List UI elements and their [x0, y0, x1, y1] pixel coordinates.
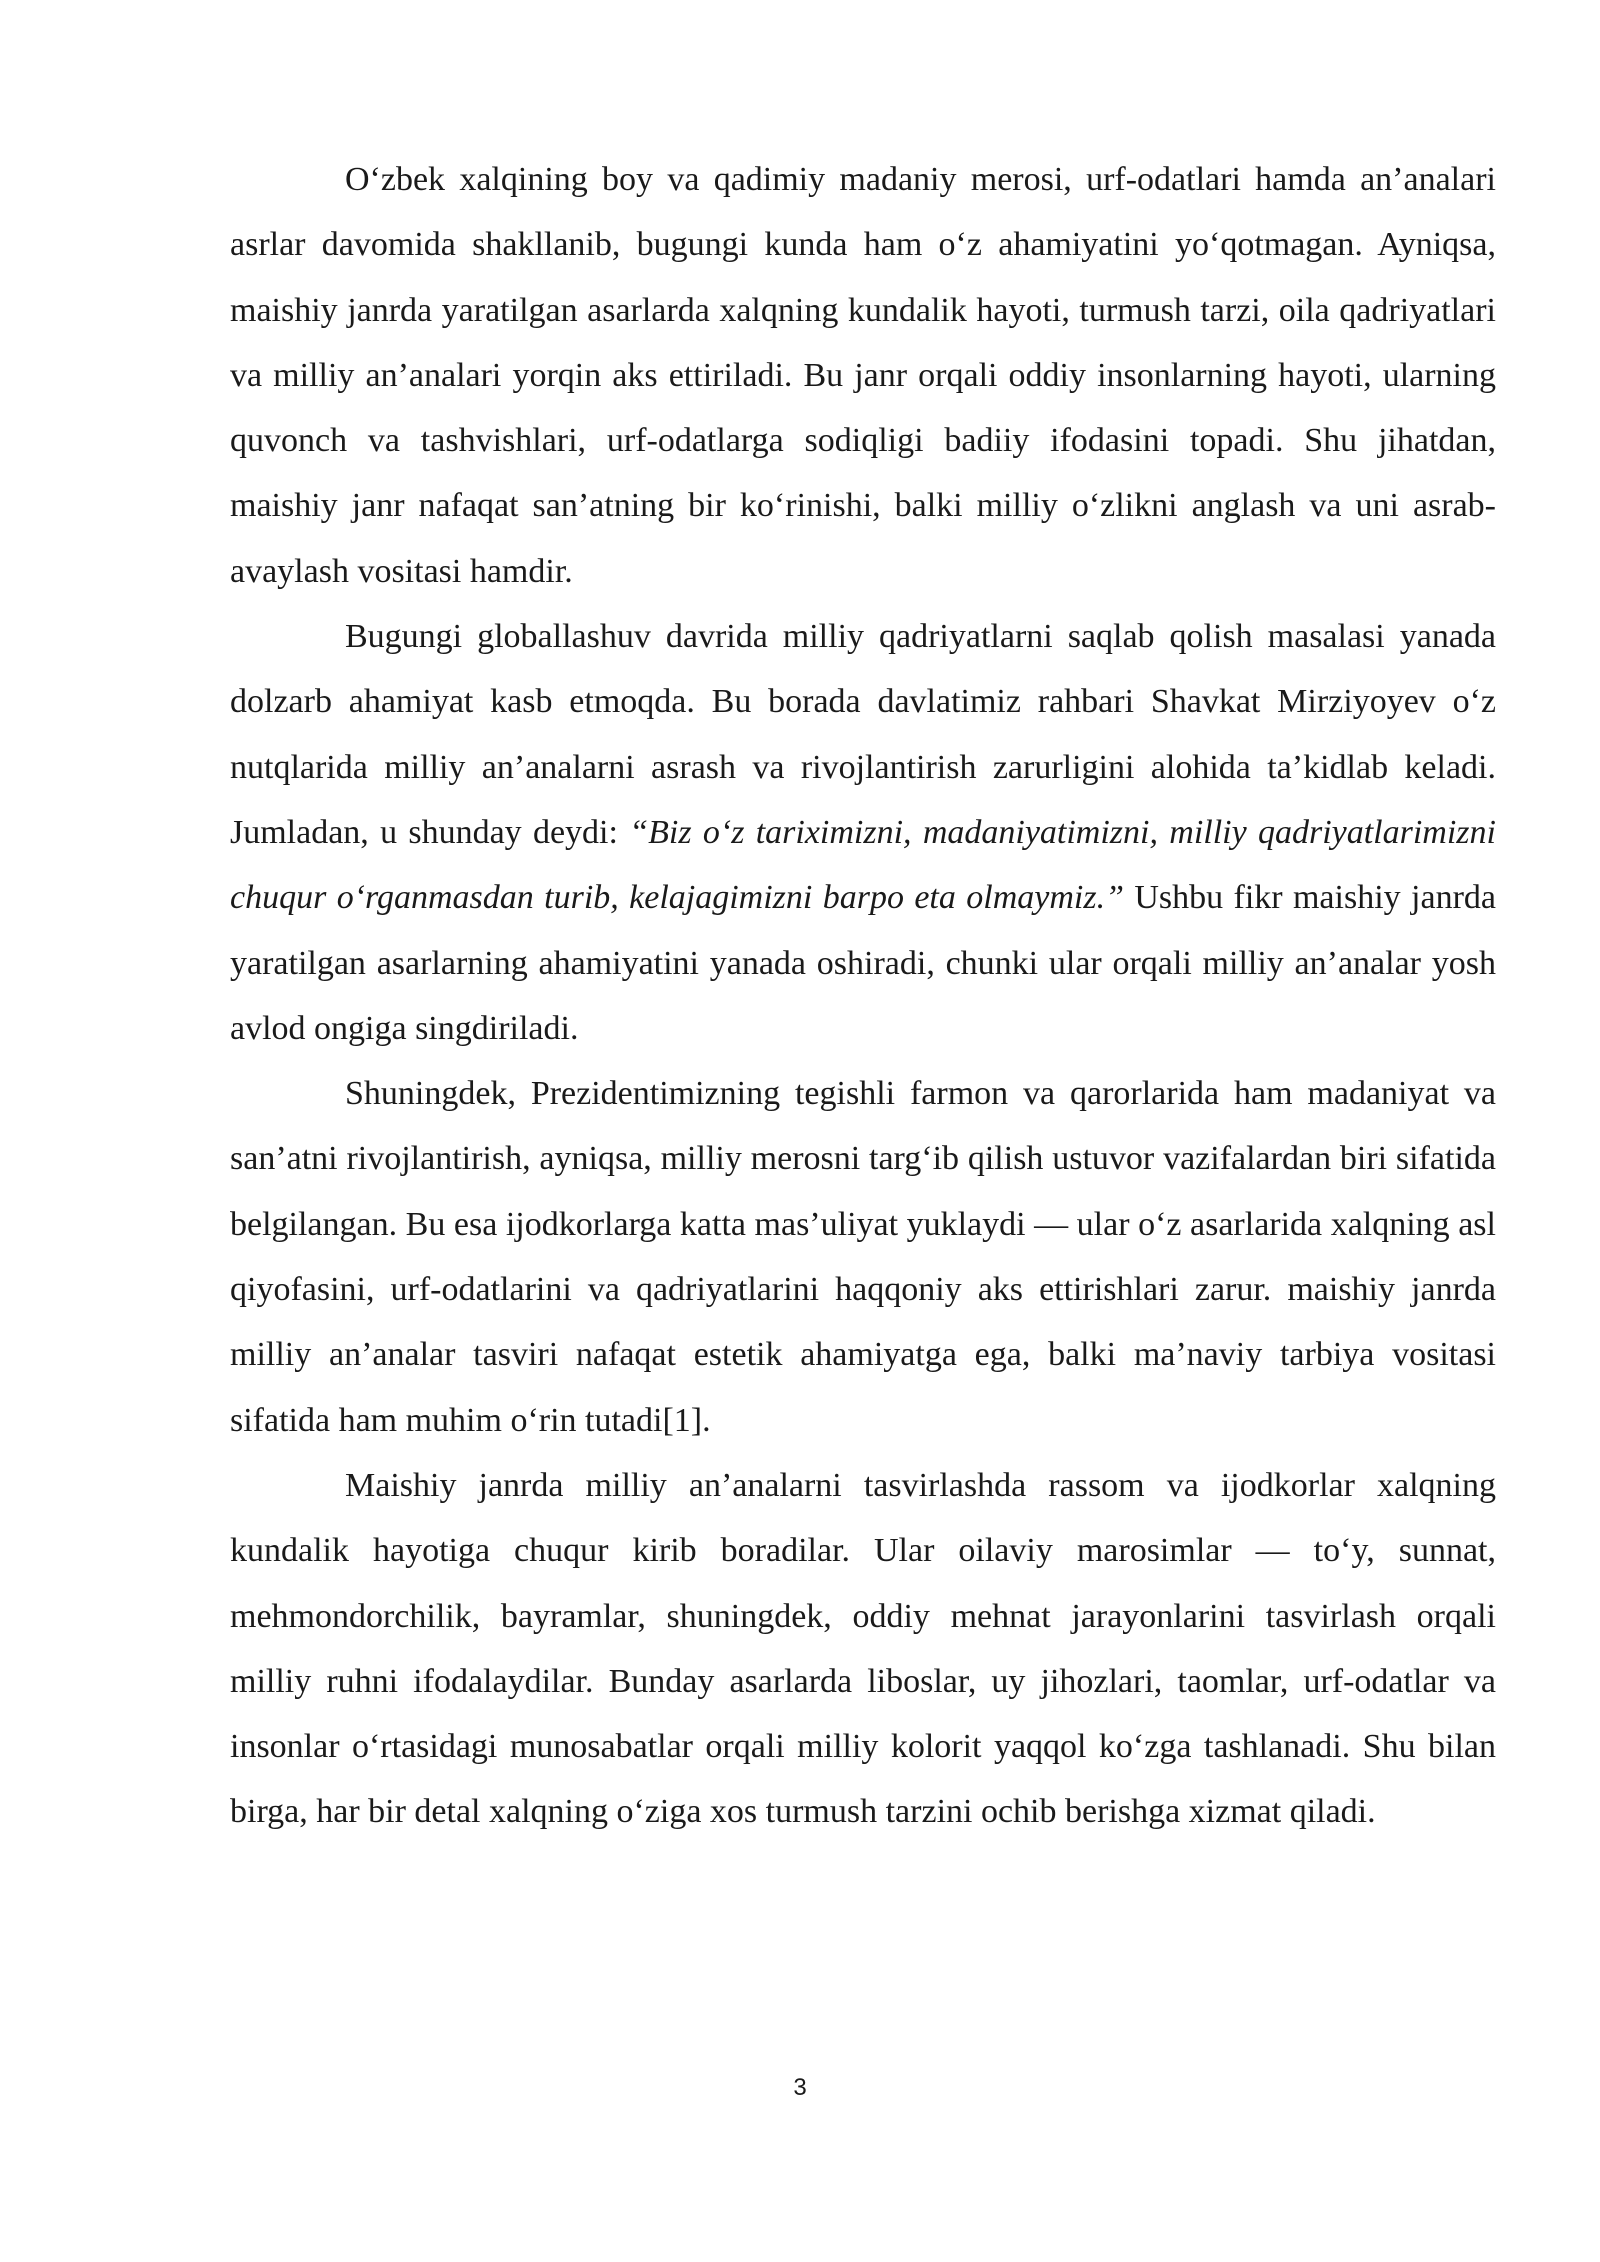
paragraph-2-text-after: Ushbu fikr maishiy janrda yaratilgan asarlarning ahamiyatini yanada oshiradi, chunki ular orqali milliy an’analar yosh avlod ongiga singdiriladi. — [230, 879, 1496, 1047]
paragraph-2-text-before: Bugungi globallashuv davrida milliy qadriyatlarni saqlab qolish masalasi yanada dolzarb ahamiyat kasb etmoqda. Bu borada davlatimiz rahbari Shavkat Mirziyoyev o‘z nutqlarida milliy an’analarni asrash va rivojlantirish zarurligini alohida ta’kidlab keladi. Jumladan, u shunday deydi: — [230, 618, 1496, 851]
paragraph-1: O‘zbek xalqining boy va qadimiy madaniy merosi, urf-odatlari hamda an’analari asrlar davomida shakllanib, bugungi kunda ham o‘z ahamiyatini yo‘qotmagan. Ayniqsa, maishiy janrda yaratilgan asarlarda xalqning kundalik hayoti, turmush tarzi, oila qadriyatlari va milliy an’analari yorqin aks ettiriladi. Bu janr orqali oddiy insonlarning hayoti, ularning quvonch va tashvishlari, urf-odatlarga sodiqligi badiiy ifodasini topadi. Shu jihatdan, maishiy janr nafaqat san’atning bir ko‘rinishi, balki milliy o‘zlikni anglash va uni asrab-avaylash vositasi hamdir. — [230, 161, 1496, 590]
paragraph-4: Maishiy janrda milliy an’analarni tasvirlashda rassom va ijodkorlar xalqning kundalik hayotiga chuqur kirib boradilar. Ular oilaviy marosimlar — to‘y, sunnat, mehmondorchilik, bayramlar, shuningdek, oddiy mehnat jarayonlarini tasvirlash orqali milliy ruhni ifodalaydilar. Bunday asarlarda liboslar, uy jihozlari, taomlar, urf-odatlar va insonlar o‘rtasidagi munosabatlar orqali milliy kolorit yaqqol ko‘zga tashlanadi. Shu bilan birga, har bir detal xalqning o‘ziga xos turmush tarzini ochib berishga xizmat qiladi. — [230, 1466, 1496, 1831]
page-number: 3 — [793, 2074, 807, 2101]
president-quote: “Biz o‘z tariximizni, madaniyatimizni, milliy qadriyatlarimizni chuqur o‘rganmasdan turib, kelajagimizni barpo eta olmaymiz.” — [230, 813, 1496, 917]
body-text — [230, 147, 1496, 1845]
paragraph-2 — [230, 604, 1496, 1061]
paragraph-3: Shuningdek, Prezidentimizning tegishli farmon va qarorlarida ham madaniyat va san’atni rivojlantirish, ayniqsa, milliy merosni targ‘ib qilish ustuvor vazifalardan biri sifatida belgilangan. Bu esa ijodkorlarga katta mas’uliyat yuklaydi — ular o‘z asarlarida xalqning asl qiyofasini, urf-odatlarini va qadriyatlarini haqqoniy aks ettirishlari zarur. maishiy janrda milliy an’analar tasviri nafaqat estetik ahamiyatga ega, balki ma’naviy tarbiya vositasi sifatida ham muhim o‘rin tutadi[1]. — [230, 1075, 1496, 1439]
